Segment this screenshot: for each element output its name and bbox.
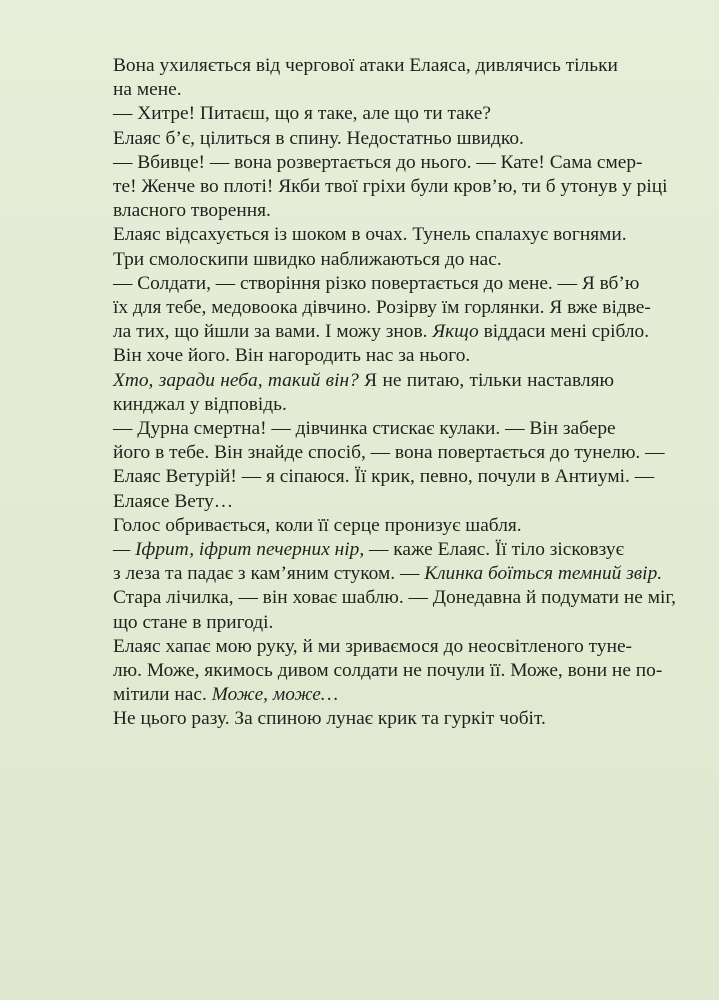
text-segment: Голос обривається, коли її серце пронизує шабля. (113, 514, 522, 536)
text-line (88, 320, 650, 344)
paragraph (88, 369, 614, 417)
text-segment: кинджал у відповідь. (113, 393, 287, 415)
text-segment: на мене. (113, 79, 182, 101)
text-segment: Елаяс хапає мою руку, й ми зриваємося до неосвітленого туне- (113, 635, 633, 657)
italic-text: Хто, заради неба, такий він? (113, 369, 359, 391)
text-line (88, 248, 614, 272)
text-line (88, 562, 663, 586)
text-segment: Він хоче його. Він нагородить нас за нього. (113, 345, 471, 367)
text-line (88, 635, 633, 659)
paragraph (88, 417, 665, 514)
text-line (88, 369, 614, 393)
text-segment: Елаяс Ветурій! — я сіпаюся. Її крик, певно, почули в Антиумі. — (113, 466, 655, 488)
text-segment: Не цього разу. За спиною лунає крик та гуркіт чобіт. (113, 708, 546, 730)
paragraph (88, 272, 651, 369)
text-line (88, 272, 640, 296)
text-line (88, 199, 614, 223)
text-line (88, 344, 614, 368)
paragraph (88, 635, 663, 708)
text-segment: його в тебе. Він знайде спосіб, — вона повертається до тунелю. — (113, 442, 665, 464)
text-line (88, 441, 665, 465)
text-segment: Три смолоскипи швидко наближаються до нас. (113, 248, 502, 270)
paragraph (88, 127, 614, 151)
text-line (88, 54, 618, 78)
text-line (88, 223, 627, 247)
text-segment: що стане в пригоді. (113, 611, 274, 633)
text-line (88, 151, 643, 175)
text-line (88, 683, 614, 707)
paragraph (88, 54, 618, 102)
text-line (88, 659, 663, 683)
text-line (88, 490, 614, 514)
text-segment: Елаяс б’є, цілиться в спину. Недостатньо швидко. (113, 127, 524, 149)
text-line (88, 78, 614, 102)
text-segment: ла тих, що йшли за вами. І можу знов. (113, 321, 433, 343)
text-line (88, 707, 614, 731)
text-line (88, 465, 655, 489)
text-line (88, 127, 614, 151)
text-segment: те! Женче во плоті! Якби твої гріхи були кров’ю, ти б утонув у ріці (113, 176, 668, 198)
text-segment: — Хитре! Питаєш, що я таке, але що ти таке? (113, 103, 491, 125)
body-text (88, 54, 676, 732)
text-segment: віддаси мені срібло. (478, 321, 650, 343)
text-segment: Вона ухиляється від чергової атаки Елаяса, дивлячись тільки (113, 55, 618, 76)
text-segment: з леза та падає з кам’яним стуком. — (113, 563, 425, 585)
text-segment: власного творення. (113, 200, 271, 222)
text-segment: Елаясе Вету… (113, 490, 234, 512)
paragraph (88, 514, 614, 538)
text-line (88, 175, 668, 199)
italic-text: Якщо (432, 321, 479, 343)
text-line (88, 514, 614, 538)
text-segment: лю. Може, якимось дивом солдати не почули її. Може, вони не по- (113, 660, 663, 682)
text-line (88, 102, 614, 126)
text-line (88, 393, 614, 417)
text-segment: їх для тебе, медовоока дівчино. Розірву їм горлянки. Я вже відве- (113, 297, 651, 319)
text-segment: Я не питаю, тільки наставляю (358, 369, 614, 391)
text-line (88, 611, 614, 635)
paragraph (88, 151, 668, 224)
text-line (88, 538, 624, 562)
paragraph (88, 538, 676, 635)
text-segment: — Дурна смертна! — дівчинка стискає кулаки. — Він забере (113, 418, 616, 440)
italic-text: — Іфрит, іфрит печерних нір, (113, 539, 365, 561)
italic-text: Клинка боїться темний звір. (424, 563, 663, 585)
text-segment: — каже Елаяс. Її тіло зісковзує (364, 539, 624, 561)
text-segment: Стара лічилка, — він ховає шаблю. — Донедавна й подумати не міг, (113, 587, 676, 609)
text-segment: — Вбивце! — вона розвертається до нього. — Кате! Сама смер- (113, 151, 643, 173)
text-segment: Елаяс відсахується із шоком в очах. Тунель спалахує вогнями. (113, 224, 627, 246)
paragraph (88, 707, 614, 731)
paragraph (88, 102, 614, 126)
text-line (88, 586, 676, 610)
text-line (88, 417, 614, 441)
italic-text: Може, може… (211, 684, 339, 706)
text-segment: — Солдати, — створіння різко повертається до мене. — Я вб’ю (113, 272, 640, 294)
paragraph (88, 223, 627, 271)
text-line (88, 296, 651, 320)
text-segment: мітили нас. (113, 684, 212, 706)
